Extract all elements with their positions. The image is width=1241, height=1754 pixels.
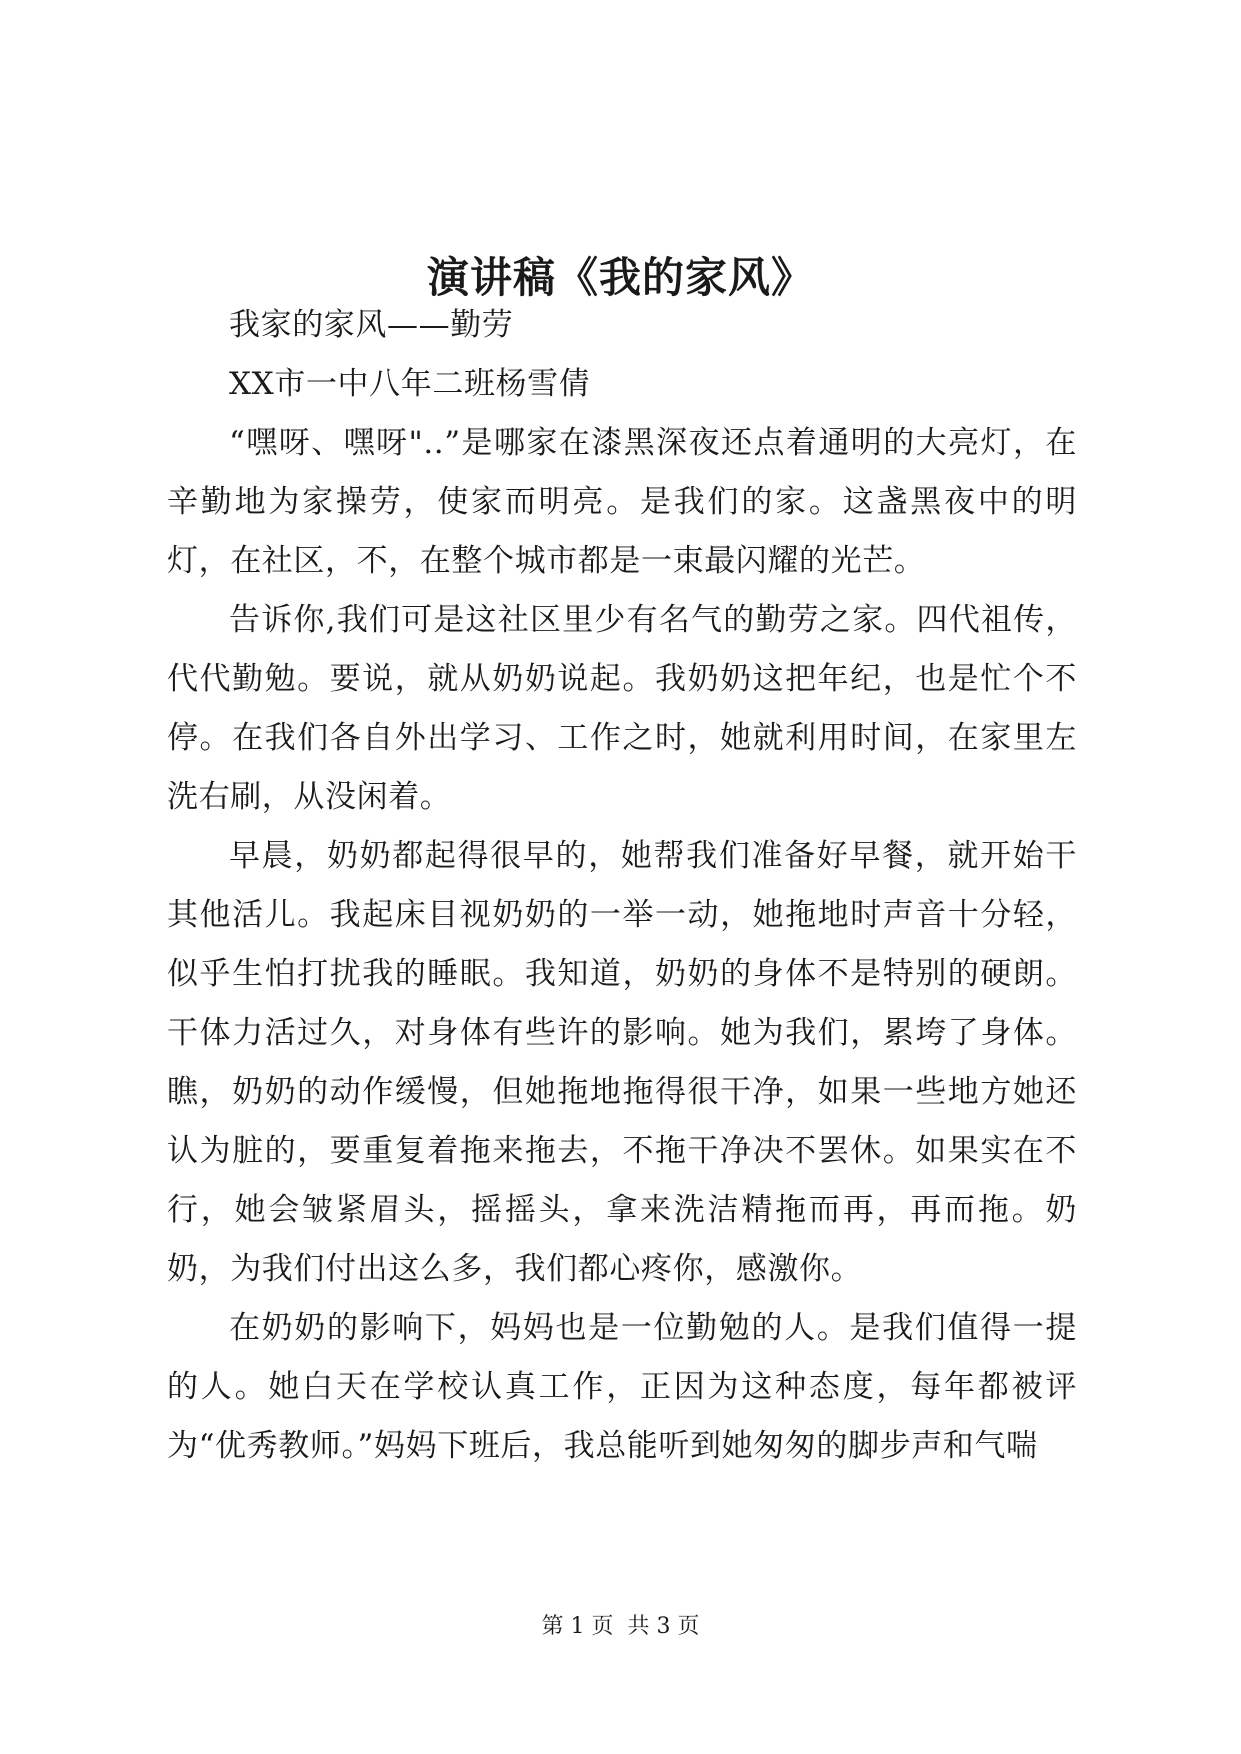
page-total: 共 3 页 — [627, 1614, 700, 1639]
paragraph-3: 早晨，奶奶都起得很早的，她帮我们准备好早餐，就开始干其他活儿。我起床目视奶奶的一举一动，她拖地时声音十分轻，似乎生怕打扰我的睡眠。我知道，奶奶的身体不是特别的硬朗。干体力活过久，对身体有些许的影响。她为我们，累垮了身体。瞧，奶奶的动作缓慢，但她拖地拖得很干净，如果一些地方她还认为脏的，要重复着拖来拖去，不拖干净决不罢休。如果实在不行，她会皱紧眉头，摇摇头，拿来洗洁精拖而再，再而拖。奶奶，为我们付出这么多，我们都心疼你，感激你。 — [167, 838, 1077, 1287]
page-footer — [0, 1612, 1241, 1642]
subtitle-line: 我家的家风——勤劳 — [229, 307, 514, 343]
page-number: 第 1 页 — [541, 1614, 614, 1639]
paragraph-4: 在奶奶的影响下，妈妈也是一位勤勉的人。是我们值得一提的人。她白天在学校认真工作，正因为这种态度，每年都被评为“优秀教师。”妈妈下班后，我总能听到她匆匆的脚步声和气喘 — [167, 1310, 1077, 1464]
paragraph-2: 告诉你,我们可是这社区里少有名气的勤劳之家。四代祖传，代代勤勉。要说，就从奶奶说起。我奶奶这把年纪，也是忙个不停。在我们各自外出学习、工作之时，她就利用时间，在家里左洗右刷，从没闲着。 — [167, 602, 1077, 815]
paragraph-1: “嘿呀、嘿呀"..”是哪家在漆黑深夜还点着通明的大亮灯，在辛勤地为家操劳，使家而明亮。是我们的家。这盏黑夜中的明灯，在社区，不，在整个城市都是一束最闪耀的光芒。 — [167, 425, 1077, 579]
author-line: XX市一中八年二班杨雪倩 — [229, 366, 591, 402]
document-title: 演讲稿《我的家风》 — [426, 253, 814, 303]
document-body — [167, 296, 1077, 1476]
